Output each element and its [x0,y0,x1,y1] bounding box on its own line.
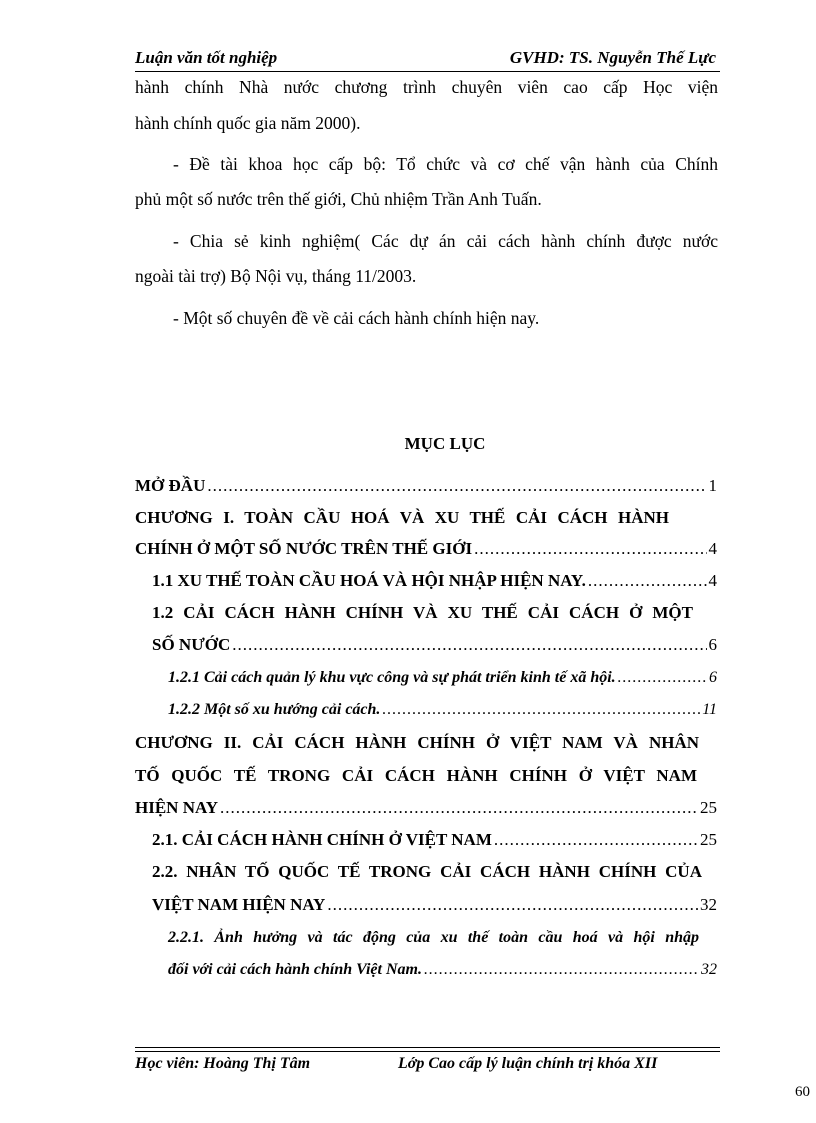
toc-page-number: 4 [708,571,717,590]
toc-entry[interactable] [168,954,717,986]
toc-entry-label: 1.2.2 Một số xu hướng cải cách. [168,701,381,718]
toc-entry[interactable] [168,694,717,726]
toc-entry-line[interactable]: 2.2. NHÂN TỐ QUỐC TẾ TRONG CẢI CÁCH HÀNH CHÍNH CỦA [152,862,702,881]
toc-page-number: 6 [708,635,717,654]
toc-entry-label: SỐ NƯỚC [152,635,231,654]
toc-entry[interactable] [152,889,717,921]
toc-leader-dots [424,954,699,986]
toc-leader-dots [382,694,700,726]
toc-entry-line[interactable]: 1.2 CẢI CÁCH HÀNH CHÍNH VÀ XU THẾ CẢI CÁCH Ở MỘT [152,603,693,622]
toc-entry-label: MỞ ĐẦU [135,476,206,495]
paragraph-line: phủ một số nước trên thế giới, Chủ nhiệm Trần Anh Tuấn. [135,189,542,209]
paragraph-line: ngoài tài trợ) Bộ Nội vụ, tháng 11/2003. [135,266,417,286]
toc-entry[interactable] [135,792,717,824]
toc-leader-dots [474,533,706,565]
toc-page-number: 32 [700,895,717,914]
toc-entry-label: đối với cải cách hành chính Việt Nam. [168,961,422,978]
paragraph-line: hành chính Nhà nước chương trình chuyên viên cao cấp Học viện [135,77,718,97]
footer-rule [135,1047,720,1048]
toc-entry-label: 2.1. CẢI CÁCH HÀNH CHÍNH Ở VIỆT NAM [152,830,492,849]
toc-leader-dots [588,565,707,597]
toc-entry-label: 1.2.1 Cải cách quản lý khu vực công và sự phát triển kinh tế xã hội. [168,669,616,686]
toc-entry[interactable] [135,470,717,502]
toc-entry-label: HIỆN NAY [135,798,218,817]
page-number: 60 [795,1084,810,1100]
toc-page-number: 4 [708,539,717,558]
footer-class: Lớp Cao cấp lý luận chính trị khóa XII [398,1055,658,1072]
paragraph-line: - Đề tài khoa học cấp bộ: Tổ chức và cơ chế vận hành của Chính [173,154,718,174]
toc-entry-label: 1.1 XU THẾ TOÀN CẦU HOÁ VÀ HỘI NHẬP HIỆN NAY. [152,571,586,590]
paragraph-line: - Chia sẻ kinh nghiệm( Các dự án cải cách hành chính được nước [173,231,718,251]
toc-entry[interactable] [152,629,717,661]
footer-student: Học viên: Hoàng Thị Tâm [135,1055,311,1072]
toc-leader-dots [494,824,698,856]
toc-leader-dots [220,792,698,824]
toc-entry-line[interactable]: CHƯƠNG II. CẢI CÁCH HÀNH CHÍNH Ở VIỆT NAM VÀ NHÂN [135,733,699,752]
toc-entry-label: VIỆT NAM HIỆN NAY [152,895,326,914]
toc-entry-label: CHÍNH Ở MỘT SỐ NƯỚC TRÊN THẾ GIỚI [135,539,473,558]
toc-entry-line[interactable]: TỐ QUỐC TẾ TRONG CẢI CÁCH HÀNH CHÍNH Ở VIỆT NAM [135,766,697,785]
toc-leader-dots [232,629,706,661]
toc-entry[interactable] [152,565,717,597]
toc-page-number: 1 [708,476,717,495]
toc-title: MỤC LỤC [404,434,486,453]
header-thesis-title: Luận văn tốt nghiệp [135,48,278,67]
toc-page-number: 25 [700,830,717,849]
footer-rule [135,1051,720,1052]
toc-page-number: 32 [701,961,717,978]
toc-page-number: 11 [702,701,717,718]
paragraph-line: - Một số chuyên đề về cải cách hành chính hiện nay. [173,308,540,328]
toc-entry[interactable] [168,662,717,694]
paragraph-line: hành chính quốc gia năm 2000). [135,113,361,133]
toc-entry[interactable] [152,824,717,856]
toc-leader-dots [327,889,698,921]
toc-page-number: 25 [700,798,717,817]
toc-leader-dots [207,470,706,502]
toc-entry-line[interactable]: 2.2.1. Ảnh hưởng và tác động của xu thế toàn cầu hoá và hội nhập [168,929,699,946]
toc-entry-line[interactable]: CHƯƠNG I. TOÀN CẦU HOÁ VÀ XU THẾ CẢI CÁCH HÀNH [135,508,669,527]
toc-leader-dots [618,662,707,694]
toc-entry[interactable] [135,533,717,565]
page-header [135,48,720,72]
header-advisor: GVHD: TS. Nguyễn Thế Lực [509,48,716,67]
toc-page-number: 6 [709,669,717,686]
